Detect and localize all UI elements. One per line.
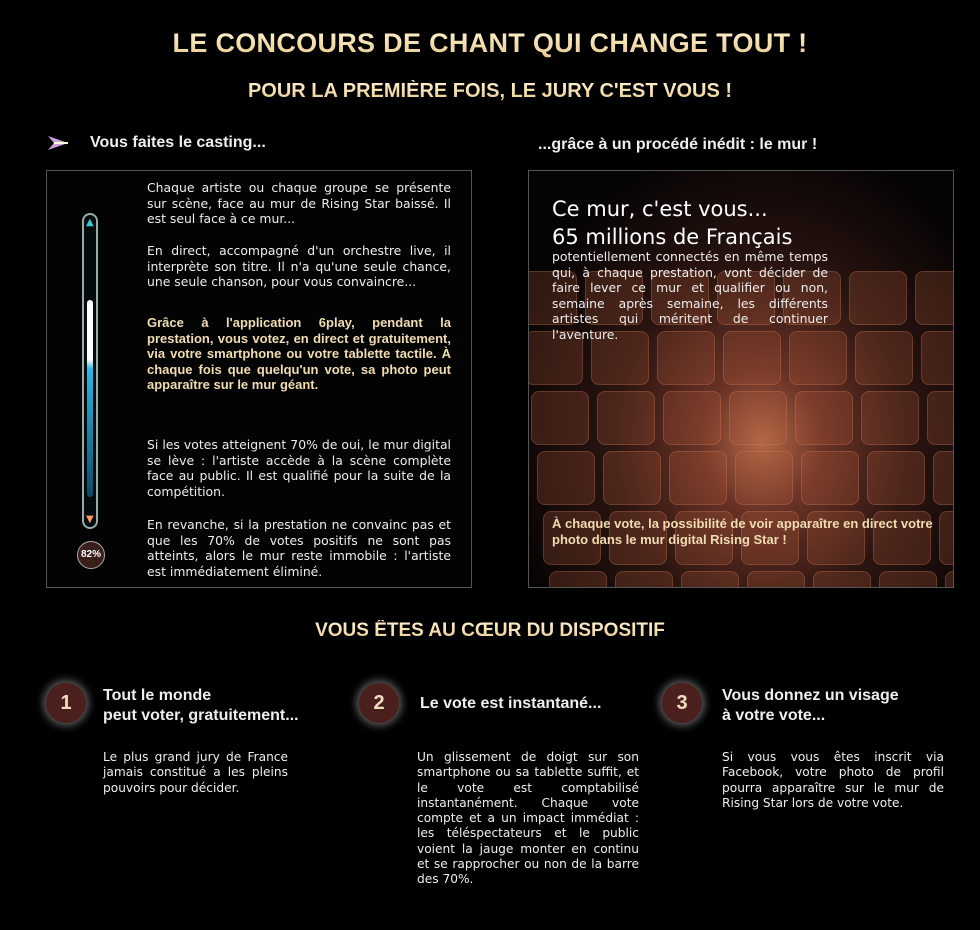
arrow-down-icon: ▼: [86, 514, 94, 525]
wall-tile: [663, 391, 721, 445]
casting-panel: [46, 170, 472, 588]
arrow-icon: [48, 136, 68, 150]
arrow-up-icon: ▲: [86, 217, 94, 228]
wall-footer: À chaque vote, la possibilité de voir apparaître en direct votre photo dans le mur digital Rising Star !: [552, 516, 933, 547]
wall-tile: [933, 451, 954, 505]
headline-line: 65 millions de Français: [552, 225, 793, 249]
wall-tile: [849, 271, 907, 325]
wall-heading: ...grâce à un procédé inédit : le mur !: [538, 136, 818, 153]
step-number: 2: [359, 683, 399, 723]
step-title: [103, 686, 299, 726]
step-text: Si vous vous êtes inscrit via Facebook, votre photo de profil pourra apparaître sur le mur de Rising Star lors de votre vote.: [722, 750, 944, 810]
wall-headline: [552, 195, 792, 251]
wall-tile: [921, 331, 954, 385]
wall-tile: [879, 571, 937, 588]
wall-tile: [531, 391, 589, 445]
wall-tile: [855, 331, 913, 385]
wall-tile: [597, 391, 655, 445]
step-text: Le plus grand jury de France jamais constitué a les pleins pouvoirs pour décider.: [103, 750, 288, 795]
wall-tile: [549, 571, 607, 588]
step-title-line: peut voter, gratuitement...: [103, 707, 299, 724]
wall-tile: [861, 391, 919, 445]
wall-tile: [927, 391, 954, 445]
step-title-line: à votre vote...: [722, 707, 826, 724]
wall-tile: [729, 391, 787, 445]
step-title-line: Vous donnez un visage: [722, 687, 899, 704]
wall-tile: [801, 451, 859, 505]
wall-tile: [813, 571, 871, 588]
gauge-fill: [87, 300, 93, 497]
wall-tile: [867, 451, 925, 505]
wall-tile: [915, 271, 954, 325]
headline-line: Ce mur, c'est vous...: [552, 197, 768, 221]
paragraph: Chaque artiste ou chaque groupe se présente sur scène, face au mur de Rising Star baissé. Il est seul face à ce mur...: [147, 180, 451, 226]
step-number: 1: [46, 683, 86, 723]
wall-tile: [681, 571, 739, 588]
wall-tile: [945, 571, 954, 588]
step-text: Un glissement de doigt sur son smartphone ou sa tablette suffit, et le vote est comptabilisé instantanément. Chaque vote compte et a un impact immédiat : les téléspectateurs et le public voient la jauge monter en continu et se rapprocher ou non de la barre des 70%.: [417, 750, 639, 887]
section-title: VOUS ÊTES AU CŒUR DU DISPOSITIF: [0, 620, 980, 642]
vote-gauge: [82, 213, 98, 529]
wall-tile: [603, 451, 661, 505]
step-number: 3: [662, 683, 702, 723]
step-title-line: Tout le monde: [103, 687, 212, 704]
wall-panel: [528, 170, 954, 588]
casting-heading: Vous faites le casting...: [90, 134, 266, 151]
gauge-percent: 82%: [77, 541, 105, 569]
paragraph-highlight: Grâce à l'application 6play, pendant la prestation, vous votez, en direct et gratuitement, via votre smartphone ou votre tablette tactile. À chaque fois que quelqu'un vote, sa photo peut apparaître sur le mur géant.: [147, 315, 451, 392]
step-title: Le vote est instantané...: [420, 695, 602, 712]
wall-tile: [735, 451, 793, 505]
step-title: [722, 686, 899, 726]
page-title: LE CONCOURS DE CHANT QUI CHANGE TOUT !: [0, 28, 980, 59]
paragraph: En direct, accompagné d'un orchestre live, il interprète son titre. Il n'a qu'une seule chance, une seule chanson, pour vous convaincre...: [147, 243, 451, 289]
paragraph: Si les votes atteignent 70% de oui, le mur digital se lève : l'artiste accède à la scène complète face au public. Il est qualifié pour la suite de la compétition.: [147, 437, 451, 499]
wall-tile: [795, 391, 853, 445]
wall-tile: [747, 571, 805, 588]
wall-tile: [669, 451, 727, 505]
page-subtitle: POUR LA PREMIÈRE FOIS, LE JURY C'EST VOUS !: [0, 80, 980, 103]
wall-tile: [537, 451, 595, 505]
wall-text: potentiellement connectés en même temps qui, à chaque prestation, vont décider de faire lever ce mur et qualifier ou non, semaine après semaine, les différents artistes qui méritent de continuer l'aventure.: [552, 249, 828, 342]
paragraph: En revanche, si la prestation ne convainc pas et que les 70% de votes positifs ne sont pas atteints, alors le mur reste immobile : l'artiste est immédiatement éliminé.: [147, 517, 451, 579]
wall-tile: [615, 571, 673, 588]
